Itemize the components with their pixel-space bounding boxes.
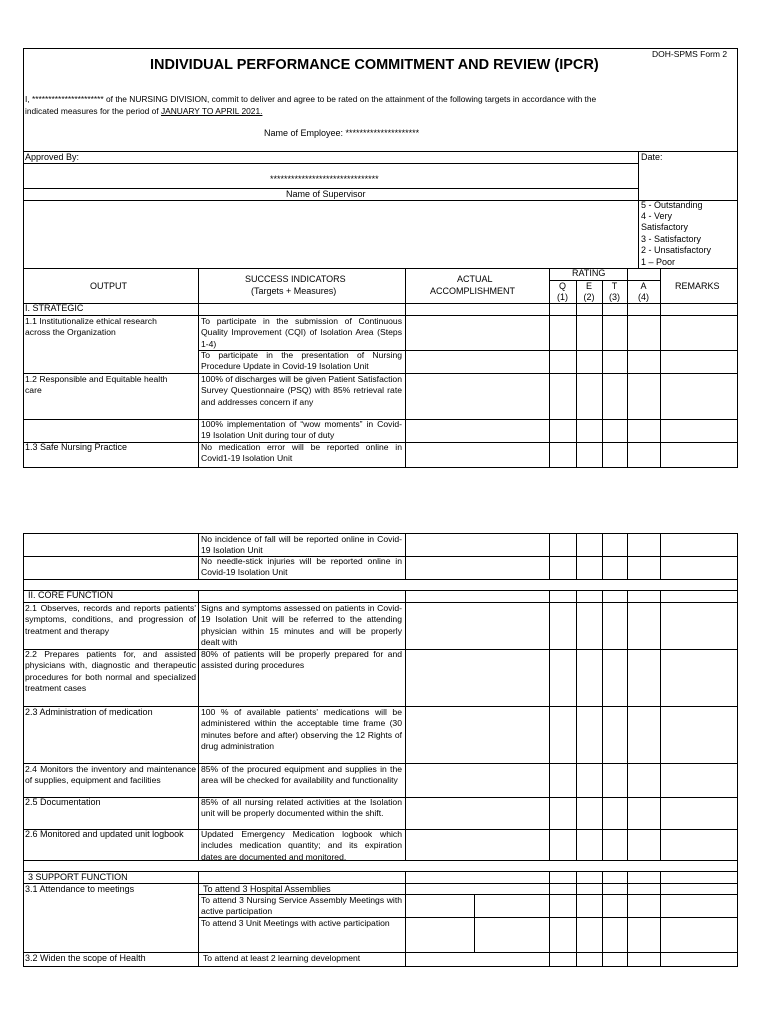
output-1-1: [25, 316, 196, 339]
output-1-3: 1.3 Safe Nursing Practice: [25, 442, 128, 452]
indicator-needle: No needle-stick injuries will be reported online in Covid-19 Isolation Unit: [201, 556, 402, 578]
header-rating: RATING: [572, 268, 606, 278]
output-1-1-line2: across the Organization: [25, 327, 116, 338]
section-core: II. CORE FUNCTION: [28, 590, 113, 600]
section-strategic: I. STRATEGIC: [25, 303, 84, 313]
indicator-2-2: 80% of patients will be properly prepared for and assisted during procedures: [201, 649, 402, 671]
form-code: DOH-SPMS Form 2: [652, 49, 728, 59]
indicator-2-1: Signs and symptoms assessed on patients in Covid-19 Isolation Unit will be referred to the attending physician within 15 minutes and will be properly dealt with: [201, 603, 402, 648]
indicator-1-2a: 100% of discharges will be given Patient Satisfaction Survey Questionnaire (PSQ) with 85% retrieval rate and addresses concern if any: [201, 374, 402, 407]
header-success-sub: (Targets + Measures): [251, 286, 337, 296]
commitment-line-2: [25, 106, 262, 117]
form-title: INDIVIDUAL PERFORMANCE COMMITMENT AND REVIEW (IPCR): [150, 57, 599, 73]
output-1-2-line2: care: [25, 385, 42, 396]
rating-scale-3: 3 - Satisfactory: [641, 234, 702, 244]
indicator-3-1a: To attend 3 Hospital Assemblies: [203, 884, 331, 894]
output-2-1: 2.1 Observes, records and reports patients' symptoms, conditions, and progression of treatment and therapy: [25, 603, 196, 636]
output-1-1-line1: 1.1 Institutionalize ethical research: [25, 316, 157, 326]
indicator-1-2b: 100% implementation of “wow moments” in Covid-19 Isolation Unit during tour of duty: [201, 419, 402, 441]
commitment-period: JANUARY TO APRIL 2021.: [160, 106, 263, 116]
header-remarks: REMARKS: [675, 281, 720, 291]
rating-scale-1: 1 – Poor: [641, 257, 676, 267]
date-label: Date:: [641, 152, 663, 162]
rating-scale-2: 2 - Unsatisfactory: [641, 245, 712, 255]
output-1-2: [25, 374, 196, 397]
header-q-num: (1): [557, 292, 568, 302]
output-3-1: 3.1 Attendance to meetings: [25, 884, 135, 894]
indicator-2-4: 85% of the procured equipment and supplies in the area will be checked for availability and functionality: [201, 764, 402, 786]
header-actual: ACTUAL: [457, 274, 493, 284]
approved-by-label: Approved By:: [25, 152, 80, 162]
header-e-num: (2): [583, 292, 595, 302]
output-2-4: 2.4 Monitors the inventory and maintenance of supplies, equipment and facilities: [25, 764, 196, 786]
header-success: SUCCESS INDICATORS: [245, 274, 346, 284]
output-2-2: 2.2 Prepares patients for, and assisted physicians with, diagnostic and therapeutic procedures for both normal and specialized treatment cases: [25, 649, 196, 694]
output-2-5: 2.5 Documentation: [25, 797, 101, 807]
header-t: T: [611, 281, 618, 291]
output-2-3: 2.3 Administration of medication: [25, 707, 153, 717]
indicator-2-5: 85% of all nursing related activities at the Isolation unit will be properly documented within the shift.: [201, 797, 402, 819]
output-2-6: 2.6 Monitored and updated unit logbook: [25, 829, 184, 839]
commitment-line-2-text: indicated measures for the period of: [25, 106, 161, 116]
indicator-3-2: To attend at least 2 learning development: [203, 953, 361, 963]
employee-name: Name of Employee: *********************: [264, 128, 420, 138]
section-support: 3 SUPPORT FUNCTION: [28, 872, 128, 882]
header-output: OUTPUT: [90, 281, 127, 291]
indicator-1-1b: To participate in the presentation of Nursing Procedure Update in Covid-19 Isolation Unit: [201, 350, 402, 372]
header-a: A: [640, 281, 647, 291]
indicator-1-1a: To participate in the submission of Continuous Quality Improvement (CQI) of Isolation Area (Steps 1-4): [201, 316, 402, 349]
header-e: E: [585, 281, 592, 291]
rating-scale-4: 4 - Very: [641, 211, 673, 221]
indicator-3-1b: To attend 3 Nursing Service Assembly Meetings with active participation: [201, 895, 402, 917]
indicator-2-6: Updated Emergency Medication logbook which includes medication quantity; and its expiration dates are documented and monitored.: [201, 829, 402, 862]
commitment-line-1: I, ********************** of the NURSING DIVISION, commit to deliver and agree to be rated on the attainment of the following targets in accordance with the: [25, 94, 597, 104]
rating-scale-4b: Satisfactory: [641, 222, 689, 232]
supervisor-name: *******************************: [270, 174, 379, 184]
supervisor-label: Name of Supervisor: [286, 189, 366, 199]
rating-scale-5: 5 - Outstanding: [641, 200, 703, 210]
indicator-1-3: No medication error will be reported online in Covid1-19 Isolation Unit: [201, 442, 402, 464]
indicator-fall: No incidence of fall will be reported online in Covid-19 Isolation Unit: [201, 534, 402, 556]
indicator-3-1c: To attend 3 Unit Meetings with active participation: [201, 918, 390, 928]
output-3-2: 3.2 Widen the scope of Health: [25, 953, 146, 963]
indicator-2-3: 100 % of available patients' medications will be administered within the acceptable time frame (30 minutes before and after) observing the 12 Rights of drug administration: [201, 707, 402, 752]
header-t-num: (3): [609, 292, 620, 302]
header-accomplishment: ACCOMPLISHMENT: [430, 286, 516, 296]
output-1-2-line1: 1.2 Responsible and Equitable health: [25, 374, 168, 384]
header-q: Q: [558, 281, 566, 291]
header-a-num: (4): [638, 292, 649, 302]
